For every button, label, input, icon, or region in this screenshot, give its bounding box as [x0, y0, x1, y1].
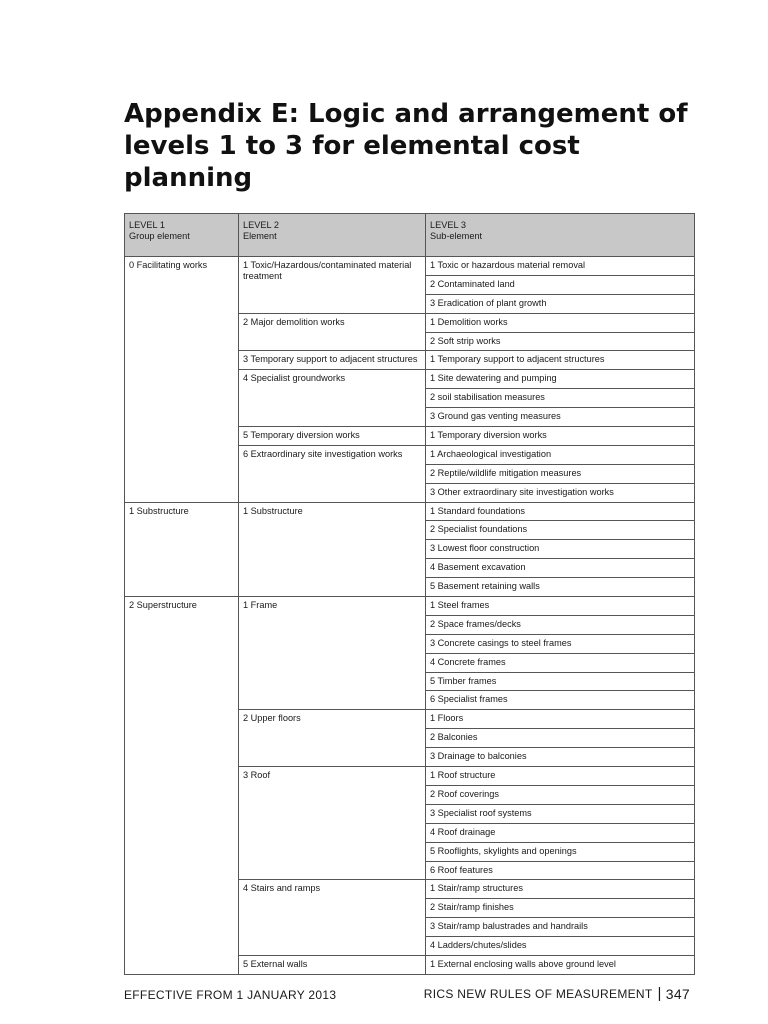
- sub-element-cell: 1 Stair/ramp structures: [426, 880, 695, 899]
- sub-element-cell: 5 Rooflights, skylights and openings: [426, 842, 695, 861]
- sub-element-cell: 3 Specialist roof systems: [426, 804, 695, 823]
- element-cell: 3 Temporary support to adjacent structures: [239, 351, 426, 370]
- sub-element-cell: 2 Contaminated land: [426, 275, 695, 294]
- footer-separator: |: [657, 985, 662, 1002]
- sub-element-cell: 1 Roof structure: [426, 767, 695, 786]
- sub-element-cell: 3 Concrete casings to steel frames: [426, 634, 695, 653]
- header-level-2: [239, 214, 426, 257]
- group-element-cell: 1 Substructure: [125, 502, 239, 596]
- sub-element-cell: 3 Lowest floor construction: [426, 540, 695, 559]
- group-element-cell: 0 Facilitating works: [125, 257, 239, 503]
- element-cell: 2 Major demolition works: [239, 313, 426, 351]
- header-level-2-subtitle: Element: [243, 231, 277, 241]
- sub-element-cell: 1 Site dewatering and pumping: [426, 370, 695, 389]
- sub-element-cell: 6 Roof features: [426, 861, 695, 880]
- header-level-3-subtitle: Sub-element: [430, 231, 483, 241]
- sub-element-cell: 2 Specialist foundations: [426, 521, 695, 540]
- sub-element-cell: 1 Standard foundations: [426, 502, 695, 521]
- table-row: [125, 597, 695, 616]
- sub-element-cell: 1 Temporary diversion works: [426, 427, 695, 446]
- sub-element-cell: 4 Concrete frames: [426, 653, 695, 672]
- element-cell: 2 Upper floors: [239, 710, 426, 767]
- elemental-cost-table: [124, 213, 695, 975]
- element-cell: 1 Substructure: [239, 502, 426, 596]
- footer-effective-date: EFFECTIVE FROM 1 JANUARY 2013: [124, 988, 337, 1002]
- sub-element-cell: 3 Ground gas venting measures: [426, 408, 695, 427]
- sub-element-cell: 1 Archaeological investigation: [426, 445, 695, 464]
- table-body: [125, 257, 695, 975]
- element-cell: 3 Roof: [239, 767, 426, 880]
- sub-element-cell: 2 soil stabilisation measures: [426, 389, 695, 408]
- footer-publication-title: RICS NEW RULES OF MEASUREMENT: [423, 986, 653, 1001]
- sub-element-cell: 1 Steel frames: [426, 597, 695, 616]
- element-cell: 5 Temporary diversion works: [239, 427, 426, 446]
- header-row: [125, 214, 695, 257]
- sub-element-cell: 4 Basement excavation: [426, 559, 695, 578]
- header-level-3: [426, 214, 695, 257]
- table-row: [125, 502, 695, 521]
- element-cell: 6 Extraordinary site investigation works: [239, 445, 426, 502]
- element-cell: 4 Stairs and ramps: [239, 880, 426, 956]
- sub-element-cell: 6 Specialist frames: [426, 691, 695, 710]
- sub-element-cell: 1 Temporary support to adjacent structures: [426, 351, 695, 370]
- table-row: [125, 257, 695, 276]
- sub-element-cell: 2 Soft strip works: [426, 332, 695, 351]
- group-element-cell: 2 Superstructure: [125, 597, 239, 975]
- element-cell: 1 Frame: [239, 597, 426, 710]
- page-number: 347: [665, 985, 690, 1002]
- sub-element-cell: 3 Other extraordinary site investigation works: [426, 483, 695, 502]
- element-cell: 1 Toxic/Hazardous/contaminated material treatment: [239, 257, 426, 314]
- sub-element-cell: 1 Toxic or hazardous material removal: [426, 257, 695, 276]
- sub-element-cell: 5 Basement retaining walls: [426, 578, 695, 597]
- sub-element-cell: 4 Roof drainage: [426, 823, 695, 842]
- sub-element-cell: 3 Stair/ramp balustrades and handrails: [426, 918, 695, 937]
- sub-element-cell: 2 Roof coverings: [426, 785, 695, 804]
- sub-element-cell: 1 External enclosing walls above ground level: [426, 955, 695, 974]
- sub-element-cell: 1 Floors: [426, 710, 695, 729]
- sub-element-cell: 2 Reptile/wildlife mitigation measures: [426, 464, 695, 483]
- table-header: [125, 214, 695, 257]
- header-level-3-title: LEVEL 3: [430, 220, 466, 230]
- sub-element-cell: 2 Balconies: [426, 729, 695, 748]
- sub-element-cell: 2 Stair/ramp finishes: [426, 899, 695, 918]
- footer-publication: [424, 985, 690, 1002]
- header-level-1: [125, 214, 239, 257]
- header-level-2-title: LEVEL 2: [243, 220, 279, 230]
- page-title: Appendix E: Logic and arrangement of levels 1 to 3 for elemental cost planning: [124, 99, 688, 193]
- sub-element-cell: 1 Demolition works: [426, 313, 695, 332]
- sub-element-cell: 2 Space frames/decks: [426, 615, 695, 634]
- sub-element-cell: 4 Ladders/chutes/slides: [426, 937, 695, 956]
- element-cell: 4 Specialist groundworks: [239, 370, 426, 427]
- header-level-1-subtitle: Group element: [129, 231, 190, 241]
- header-level-1-title: LEVEL 1: [129, 220, 165, 230]
- sub-element-cell: 3 Eradication of plant growth: [426, 294, 695, 313]
- element-cell: 5 External walls: [239, 955, 426, 974]
- sub-element-cell: 3 Drainage to balconies: [426, 748, 695, 767]
- sub-element-cell: 5 Timber frames: [426, 672, 695, 691]
